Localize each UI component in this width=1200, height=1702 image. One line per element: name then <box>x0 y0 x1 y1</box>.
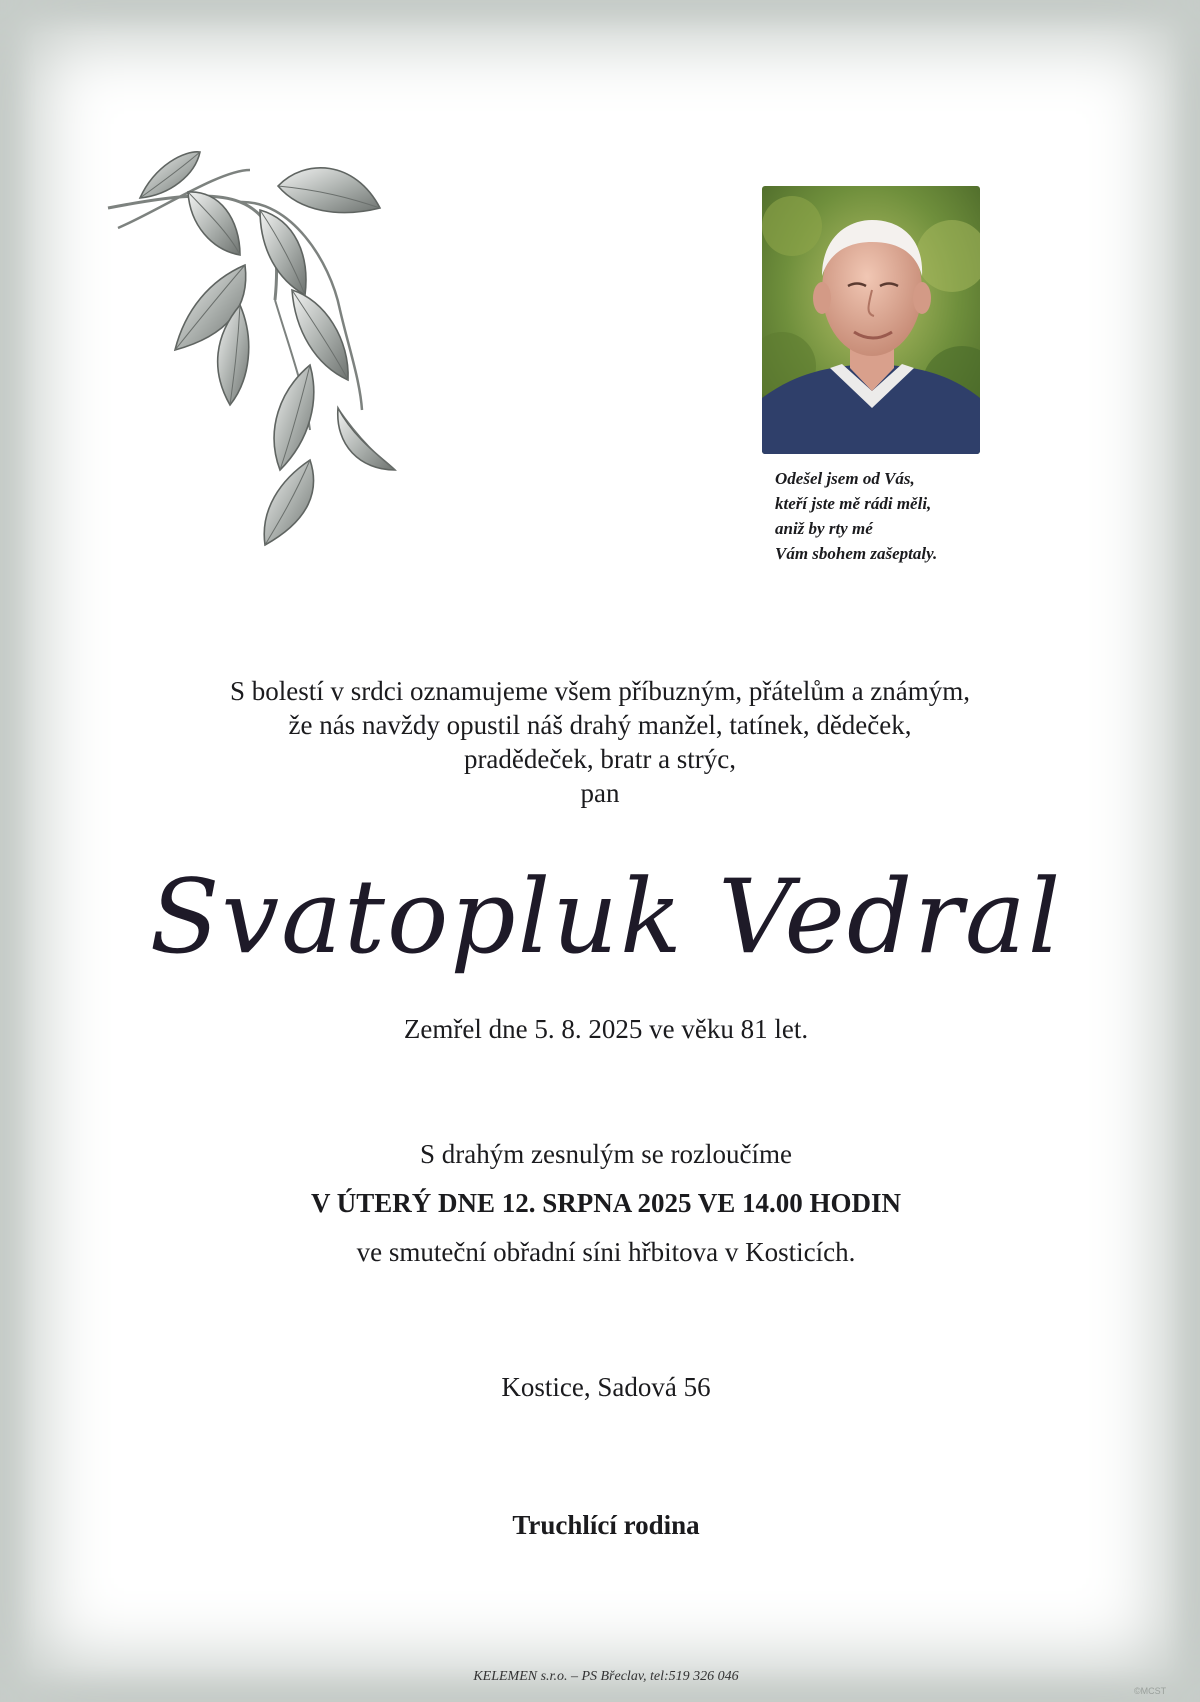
mourning-family-signature: Truchlící rodina <box>512 1510 700 1540</box>
announcement-line: S bolestí v srdci oznamujeme všem příbuzným, přátelům a známým, <box>229 676 971 706</box>
announcement-line: pan <box>580 778 620 808</box>
poem-line: kteří jste mě rádi měli, <box>775 494 932 513</box>
poem-line: aniž by rty mé <box>775 519 873 538</box>
funeral-service-footer: KELEMEN s.r.o. – PS Břeclav, tel:519 326 046 <box>473 1669 739 1684</box>
family-address: Kostice, Sadová 56 <box>501 1372 711 1402</box>
farewell-datetime: V ÚTERÝ DNE 12. SRPNA 2025 VE 14.00 HODIN <box>310 1188 902 1218</box>
portrait-photo <box>762 186 980 454</box>
announcement-line: že nás navždy opustil náš drahý manžel, tatínek, dědeček, <box>288 710 912 740</box>
copyright-mark: ©MCST <box>1134 1686 1167 1696</box>
announcement-line: pradědeček, bratr a strýc, <box>463 744 737 774</box>
farewell-location: ve smuteční obřadní síni hřbitova v Kosticích. <box>356 1237 856 1267</box>
poem-line: Vám sbohem zašeptaly. <box>775 544 938 563</box>
deceased-name: Svatopluk Vedral <box>149 858 1063 977</box>
announcement-text <box>0 674 1200 810</box>
farewell-intro: S drahým zesnulým se rozloučíme <box>420 1139 792 1169</box>
memorial-poem <box>775 466 1035 566</box>
leaf-branch-decoration <box>100 140 440 600</box>
farewell-section <box>0 1137 1200 1269</box>
death-date-line: Zemřel dne 5. 8. 2025 ve věku 81 let. <box>403 1014 809 1044</box>
poem-line: Odešel jsem od Vás, <box>775 469 915 488</box>
